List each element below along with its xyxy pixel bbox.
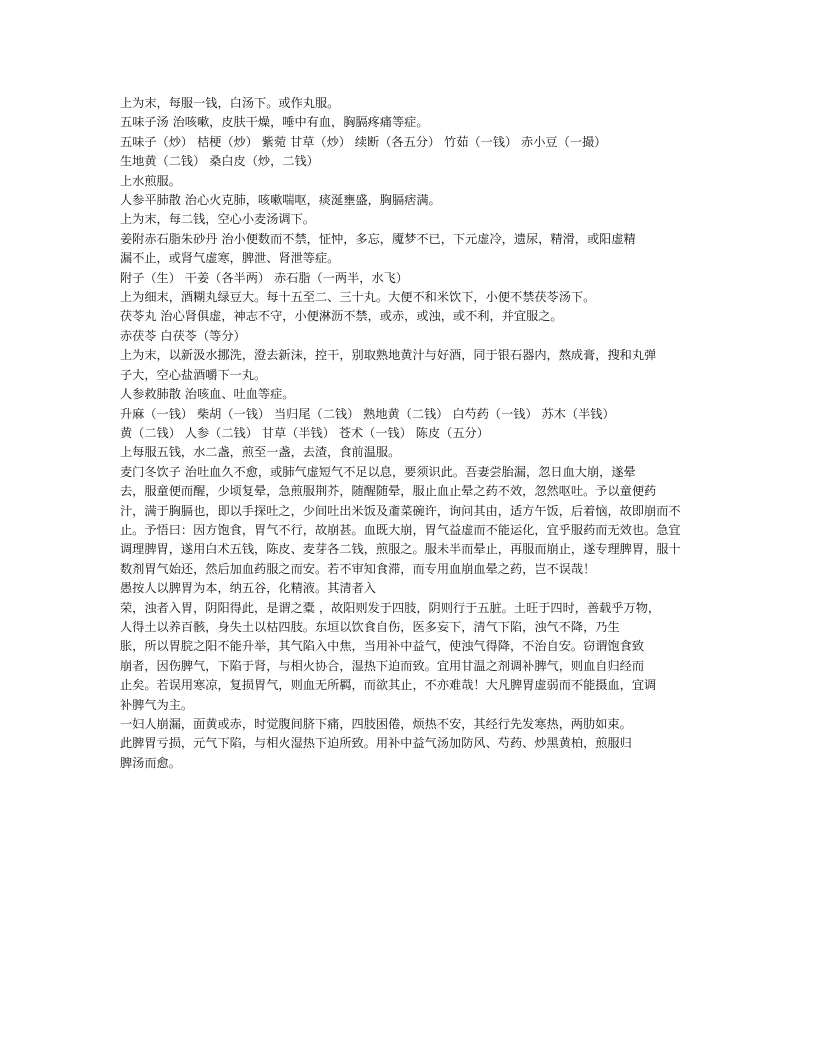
text-line: 调理脾胃，遂用白术五钱，陈皮、麦芽各二钱，煎服之。服未半而晕止，再服而崩止，遂专理脾胃，服十 (120, 542, 681, 557)
text-line: 黄（二钱） 人参（二钱） 甘草（半钱） 苍术（一钱） 陈皮（五分） (120, 425, 489, 440)
text-line: 上水煎服。 (120, 173, 181, 188)
text-line: 麦门冬饮子 治吐血久不愈，或肺气虚短气不足以息，要须识此。吾妻尝胎漏，忽日血大崩，遂晕 (120, 464, 636, 479)
text-line: 去，服童便而醒，少顷复晕，急煎服荆芥，随醒随晕，服止血止晕之药不效，忽然呕吐。予以童便药 (120, 484, 657, 499)
text-line: 愚按人以脾胃为本，纳五谷，化精液。其清者入 (120, 581, 376, 596)
text-line: 附子（生） 干姜（各半两） 赤石脂（一两半，水飞） (120, 270, 409, 285)
text-line: 人得土以养百骸，身失土以枯四肢。东垣以饮食自伤，医多妄下，清气下陷，浊气不降，乃生 (120, 619, 620, 634)
text-line: 补脾气为主。 (120, 697, 194, 712)
text-line: 人参平肺散 治心火克肺，咳嗽喘呕，痰涎壅盛，胸膈痞满。 (120, 193, 441, 208)
text-line: 五味子（炒） 桔梗（炒） 紫菀 甘草（炒） 续断（各五分） 竹茹（一钱） 赤小豆（一撮） (120, 134, 607, 149)
text-line: 五味子汤 治咳嗽，皮肤干燥，唾中有血，胸膈疼痛等症。 (120, 115, 429, 130)
text-line: 汁，满于胸膈也，即以手探吐之，少间吐出米饭及齑菜碗许，询问其由，适方午饭，后着恼，故即崩而不 (120, 503, 681, 518)
text-line: 上为末，每服一钱，白汤下。或作丸服。 (120, 96, 340, 110)
text-line: 漏不止，或肾气虚寒，脾泄、肾泄等症。 (120, 251, 340, 266)
text-line: 上每服五钱，水二盏，煎至一盏，去渣，食前温服。 (120, 445, 401, 460)
text-line: 荣，浊者入胃，阴阳得此，是谓之橐 ，故阳则发于四肢，阴则行于五脏。土旺于四时，善载乎万物， (120, 600, 661, 615)
text-line: 上为细末，酒糊丸绿豆大。每十五至二、三十丸。大便不和米饮下，小便不禁茯苓汤下。 (120, 290, 596, 305)
text-line: 生地黄（二钱） 桑白皮（炒，二钱） (120, 154, 319, 169)
text-line: 赤茯苓 白茯苓（等分） (120, 328, 246, 343)
text-line: 上为末，以新汲水挪洗，澄去新沫，控干，别取熟地黄汁与好酒，同于银石器内，熬成膏，搜和丸弹 (120, 348, 657, 363)
text-line: 胀，所以胃脘之阳不能升举，其气陷入中焦，当用补中益气，使浊气得降，不治自安。窃谓饱食致 (120, 639, 645, 654)
document-body (120, 94, 700, 773)
text-line: 止矣。若误用寒凉，复损胃气，则血无所羁，而欲其止，不亦难哉！大凡脾胃虚弱而不能摄血，宜调 (120, 678, 657, 693)
text-line: 止。予悟曰：因方饱食，胃气不行，故崩甚。血既大崩，胃气益虚而不能运化，宜乎服药而无效也。急宜 (120, 522, 681, 537)
text-line: 崩者，因伤脾气，下陷于肾，与相火协合，湿热下迫而致。宜用甘温之剂调补脾气，则血自归经而 (120, 658, 645, 673)
text-line: 升麻（一钱） 柴胡（一钱） 当归尾（二钱） 熟地黄（二钱） 白芍药（一钱） 苏木（半钱） (120, 406, 615, 421)
text-line: 姜附赤石脂朱砂丹 治小便数而不禁，怔忡，多忘，魇梦不已，下元虚冷，遗尿，精滑，或阳虚精 (120, 231, 636, 246)
text-line: 脾汤而愈。 (120, 755, 181, 770)
text-line: 茯苓丸 治心肾俱虚，神志不守，小便淋沥不禁，或赤，或浊，或不利，并宜服之。 (120, 309, 563, 324)
text-line: 数剂胃气始还，然后加血药服之而安。若不审知食滞，而专用血崩血晕之药，岂不误哉！ (120, 561, 596, 576)
text-line: 人参救肺散 治咳血、吐血等症。 (120, 387, 295, 402)
text-line: 此脾胃亏损，元气下陷，与相火湿热下迫所致。用补中益气汤加防风、芍药、炒黑黄柏，煎服归 (120, 736, 632, 751)
text-line: 子大，空心盐酒嚼下一丸。 (120, 367, 267, 382)
text-line: 上为末，每二钱，空心小麦汤调下。 (120, 212, 315, 227)
text-line: 一妇人崩漏，面黄或赤，时觉腹间脐下痛，四肢困倦，烦热不安，其经行先发寒热，两肋如束。 (120, 717, 632, 731)
